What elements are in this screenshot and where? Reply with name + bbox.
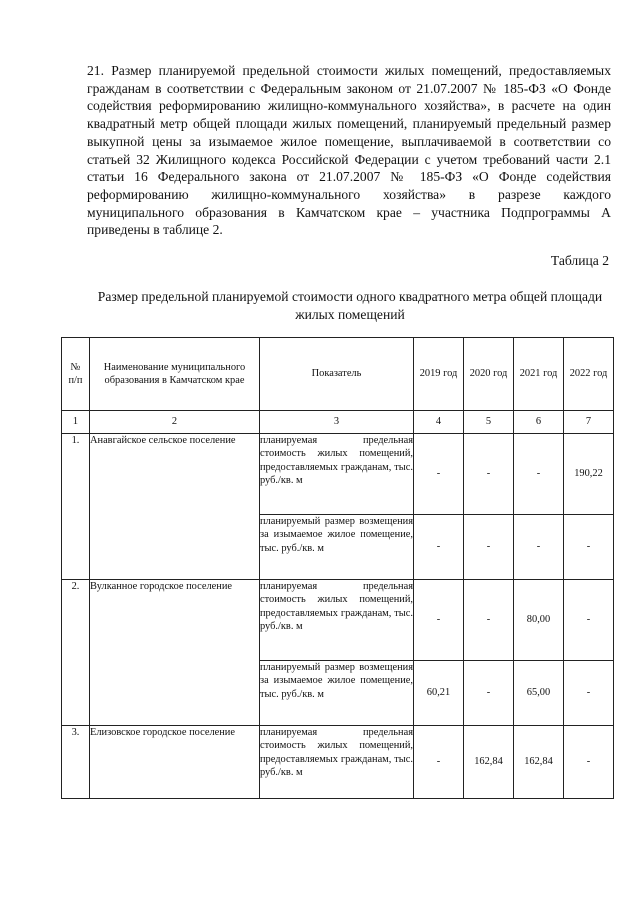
table-row	[62, 434, 614, 515]
index-cell: 4	[414, 411, 464, 434]
index-cell: 2	[90, 411, 260, 434]
header-indicator: Показатель	[260, 338, 414, 411]
value-2019: -	[414, 515, 464, 580]
cost-table	[61, 337, 614, 799]
value-2020: 162,84	[464, 726, 514, 799]
indicator-compensation: планируемый размер возмещения за изымаемое жилое помещение, тыс. руб./кв. м	[260, 515, 414, 580]
index-cell: 7	[564, 411, 614, 434]
header-2019: 2019 год	[414, 338, 464, 411]
table-caption: Таблица 2	[550, 253, 609, 268]
header-2020: 2020 год	[464, 338, 514, 411]
header-municipality: Наименование муниципального образования в Камчатском крае	[90, 338, 260, 411]
table-header-row	[62, 338, 614, 411]
municipality-name: Елизовское городское поселение	[90, 726, 260, 799]
value-2021: -	[514, 515, 564, 580]
value-2020: -	[464, 580, 514, 661]
row-number: 3.	[62, 726, 90, 799]
value-2022: -	[564, 661, 614, 726]
indicator-cost: планируемая предельная стоимость жилых помещений, предоставляемых гражданам, тыс. руб./кв. м	[260, 726, 414, 799]
value-2022: -	[564, 580, 614, 661]
header-2021: 2021 год	[514, 338, 564, 411]
value-2019: 60,21	[414, 661, 464, 726]
value-2020: -	[464, 661, 514, 726]
municipality-name: Вулканное городское поселение	[90, 580, 260, 726]
row-number: 2.	[62, 580, 90, 726]
column-index-row	[62, 411, 614, 434]
value-2020: -	[464, 434, 514, 515]
value-2022: -	[564, 726, 614, 799]
header-2022: 2022 год	[564, 338, 614, 411]
indicator-compensation: планируемый размер возмещения за изымаемое жилое помещение, тыс. руб./кв. м	[260, 661, 414, 726]
value-2021: 65,00	[514, 661, 564, 726]
value-2021: 162,84	[514, 726, 564, 799]
index-cell: 1	[62, 411, 90, 434]
value-2021: 80,00	[514, 580, 564, 661]
row-number: 1.	[62, 434, 90, 580]
paragraph-21: 21. Размер планируемой предельной стоимости жилых помещений, предоставляемых гражданам в соответствии с Федеральным законом от 21.07.2007 № 185-ФЗ «О Фонде содействия реформированию жилищно-коммунального хозяйства», в расчете на один квадратный метр общей площади жилых помещений, планируемый предельный размер выкупной цены за изымаемое жилое помещение, выплачиваемой в соответствии со статьей 32 Жилищного кодекса Российской Федерации с учетом требований части 2.1 статьи 16 Федерального закона от 21.07.2007 № 185-ФЗ «О Фонде содействия реформированию жилищно-коммунального хозяйства» в разрезе каждого муниципального образования в Камчатском крае – участника Подпрограммы А приведены в таблице 2.	[87, 63, 611, 238]
header-num: № п/п	[62, 338, 90, 411]
indicator-cost: планируемая предельная стоимость жилых помещений, предоставляемых гражданам, тыс. руб./кв. м	[260, 434, 414, 515]
indicator-cost: планируемая предельная стоимость жилых помещений, предоставляемых гражданам, тыс. руб./кв. м	[260, 580, 414, 661]
value-2019: -	[414, 726, 464, 799]
index-cell: 3	[260, 411, 414, 434]
value-2022: -	[564, 515, 614, 580]
index-cell: 5	[464, 411, 514, 434]
table-title: Размер предельной планируемой стоимости одного квадратного метра общей площади жилых помещений	[97, 289, 603, 322]
value-2021: -	[514, 434, 564, 515]
index-cell: 6	[514, 411, 564, 434]
municipality-name: Анавгайское сельское поселение	[90, 434, 260, 580]
table-row	[62, 580, 614, 661]
value-2019: -	[414, 580, 464, 661]
value-2022: 190,22	[564, 434, 614, 515]
value-2020: -	[464, 515, 514, 580]
table-row	[62, 726, 614, 799]
value-2019: -	[414, 434, 464, 515]
